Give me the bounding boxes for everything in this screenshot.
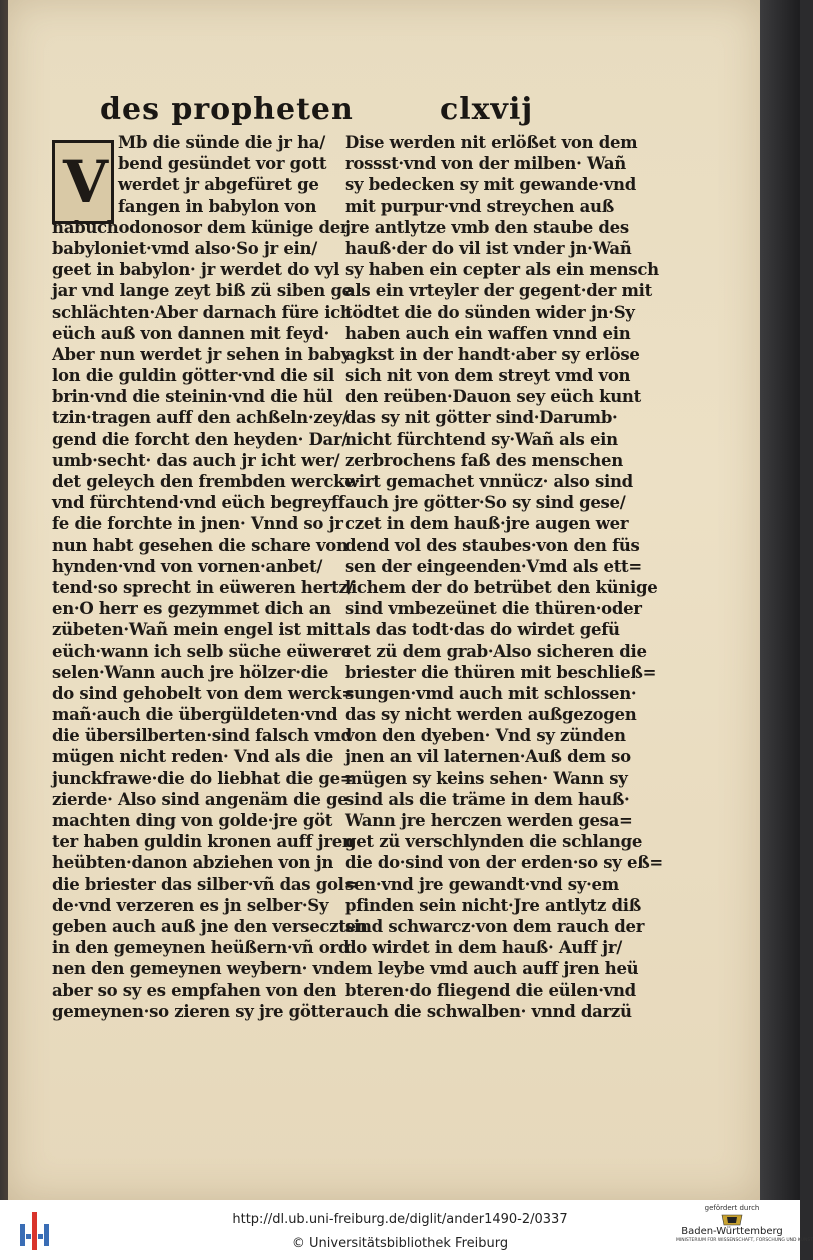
page-edge-shadow [760,0,800,1200]
initial-letter: V [63,148,109,216]
text-line: von den dyeben· Vnd sy zünden [345,726,626,746]
text-line: vnd fürchtend·vnd eüch begreyff [52,493,345,513]
text-line: mit purpur·vnd streychen auß [345,196,614,216]
text-line: mügen nicht reden· Vnd als die [52,747,333,767]
text-line: brin·vnd die steinin·vnd die hül [52,387,333,407]
text-line: das sy nit götter sind·Darumb· [345,408,618,428]
text-line: schlächten·Aber darnach füre ich [52,302,352,322]
text-line: aber so sy es empfahen von den [52,980,337,1000]
text-line: zierde· Also sind angenäm die ge [52,789,348,809]
text-line: auch die schwalben· vnnd darzü [345,1001,632,1021]
text-line: sungen·vmd auch mit schlossen· [345,683,637,703]
text-line: jar vnd lange zeyt biß zü siben ge [52,281,352,301]
text-line: mügen sy keins sehen· Wann sy [345,768,628,788]
text-line: Aber nun werdet jr sehen in baby [52,344,350,364]
text-line: tzin·tragen auff den achßeln·zey/ [52,408,348,428]
text-line: sy haben ein cepter als ein mensch [345,260,659,280]
funder-name: Baden-Württemberg [681,1226,783,1237]
text-line: fe die forchte in jnen· Vnnd so jr [52,514,343,534]
text-line: die briester das silber·vñ das gol= [52,874,358,894]
text-line: det geleych den frembden wercke· [52,472,360,491]
funder-label: gefördert durch [704,1204,760,1212]
text-line: jnen an vil laternen·Auß dem so [345,747,631,767]
text-line: tödtet die do sünden wider jn·Sy [345,302,635,322]
text-line: em leybe vmd auch auff jren heü [345,959,639,979]
text-line: nen den gemeynen weybern· vnd [52,959,345,979]
text-line: in den gemeynen heüßern·vñ ord [52,938,350,958]
text-line: die übersilberten·sind falsch vmd [52,726,352,746]
right-text-column [345,132,663,1022]
text-line: eüch·wann ich selb süche eüwere [52,641,351,661]
text-line: agkst in der handt·aber sy erlöse [345,344,640,364]
text-line: jre antlytze vmb den staube des [345,217,629,237]
text-line: als ein vrteyler der gegent·der mit [345,281,652,301]
text-line: get zü verschlynden die schlange [345,832,643,852]
left-text-column [52,132,368,1022]
text-line: ter haben guldin kronen auff jren [52,832,354,852]
text-line: zerbrochens faß des menschen [345,450,623,470]
text-line: hauß·der do vil ist vnder jn·Wañ [345,238,632,258]
text-line: sind als die träme in dem hauß· [345,789,630,809]
text-line: junckfrawe·die do liebhat die ge= [52,768,354,788]
text-line: lichem der do betrübet den künige [345,577,658,597]
text-line: en·O herr es gezymmet dich an [52,599,331,619]
funder-logo [676,1202,813,1258]
text-line: umb·secht· das auch jr icht wer/ [52,450,340,470]
text-line: gemeynen·so zieren sy jre götter [52,1001,344,1021]
text-line: haben auch ein waffen vnnd ein [345,323,631,343]
text-line: geben auch auß jne den verseczten [52,916,368,936]
text-line: bend gesündet vor gott [118,154,327,174]
text-line: do sind gehobelt von dem werck= [52,683,355,703]
text-line: Wann jre herczen werden gesa= [345,811,633,830]
folio-number: clxvij [440,92,534,127]
text-line: sich nit von dem streyt vmd von [345,366,631,386]
text-line: werdet jr abgefüret ge [118,175,319,195]
text-line: machten ding von golde·jre göt [52,811,333,830]
text-line: sen·vnd jre gewandt·vnd sy·em [345,874,619,894]
funder-ministry: MINISTERIUM FÜR WISSENSCHAFT, FORSCHUNG UND KUNST [676,1238,813,1243]
text-line: czet in dem hauß·jre augen wer [345,514,629,534]
footer-url[interactable]: http://dl.ub.uni-freiburg.de/diglit/ander1490-2/0337 [232,1212,568,1227]
text-line: rossst·vnd von der milben· Wañ [345,154,626,174]
text-line: bteren·do fliegend die eülen·vnd [345,980,636,1000]
text-line: mañ·auch die übergüldeten·vnd [52,705,338,725]
text-line: Dise werden nit erlößet von dem [345,133,638,152]
text-line: pfinden sein nicht·Jre antlytz diß [345,895,641,915]
text-line: fangen in babylon von [118,196,317,216]
text-line: den reüben·Dauon sey eüch kunt [345,387,641,407]
text-line: tend·so sprecht in eüweren hertz/ [52,577,354,597]
text-line: do wirdet in dem hauß· Auff jr/ [345,938,622,958]
text-line: die do·sind von der erden·so sy eß= [345,853,663,873]
text-line: sen der eingeenden·Vmd als ett= [345,556,642,576]
text-line: wirt gemachet vnnücz· also sind [345,472,633,491]
ub-freiburg-logo-icon [18,1210,52,1252]
text-line: als das todt·das do wirdet gefü [345,620,620,640]
text-line: sy bedecken sy mit gewande·vnd [345,175,636,195]
text-line: selen·Wann auch jre hölzer·die [52,662,329,682]
running-head-left: des propheten [100,92,354,127]
text-line: eüch auß von dannen mit feyd· [52,323,329,343]
text-line: nabuchodonosor dem künige der [52,217,349,237]
text-line: dend vol des staubes·von den füs [345,535,640,555]
text-line: babyloniet·vmd also·So jr ein/ [52,238,317,258]
text-line: ret zü dem grab·Also sicheren die [345,641,647,661]
footer-copyright: © Universitätsbibliothek Freiburg [291,1236,509,1251]
text-line: geet in babylon· jr werdet do vyl [52,260,340,280]
text-line: nun habt gesehen die schare von [52,535,348,555]
text-line: sind vmbezeünet die thüren·oder [345,599,642,619]
text-line: heübten·danon abziehen von jn [52,853,334,873]
text-line: das sy nicht werden außgezogen [345,705,637,725]
text-line: zübeten·Wañ mein engel ist mitt [52,620,344,640]
text-line: nicht fürchtend sy·Wañ als ein [345,429,618,449]
text-line: auch jre götter·So sy sind gese/ [345,493,626,513]
text-line: lon die guldin götter·vnd die sil [52,366,334,386]
text-line: gend die forcht den heyden· Dar/ [52,429,348,449]
text-line: Mb die sünde die jr ha/ [118,133,325,152]
text-line: hynden·vnd von vornen·anbet/ [52,556,323,576]
text-line: de·vnd verzeren es jn selber·Sy [52,895,329,915]
state-crest-icon [720,1213,744,1227]
text-line: briester die thüren mit beschließ= [345,662,657,682]
text-line: sind schwarcz·von dem rauch der [345,916,645,936]
